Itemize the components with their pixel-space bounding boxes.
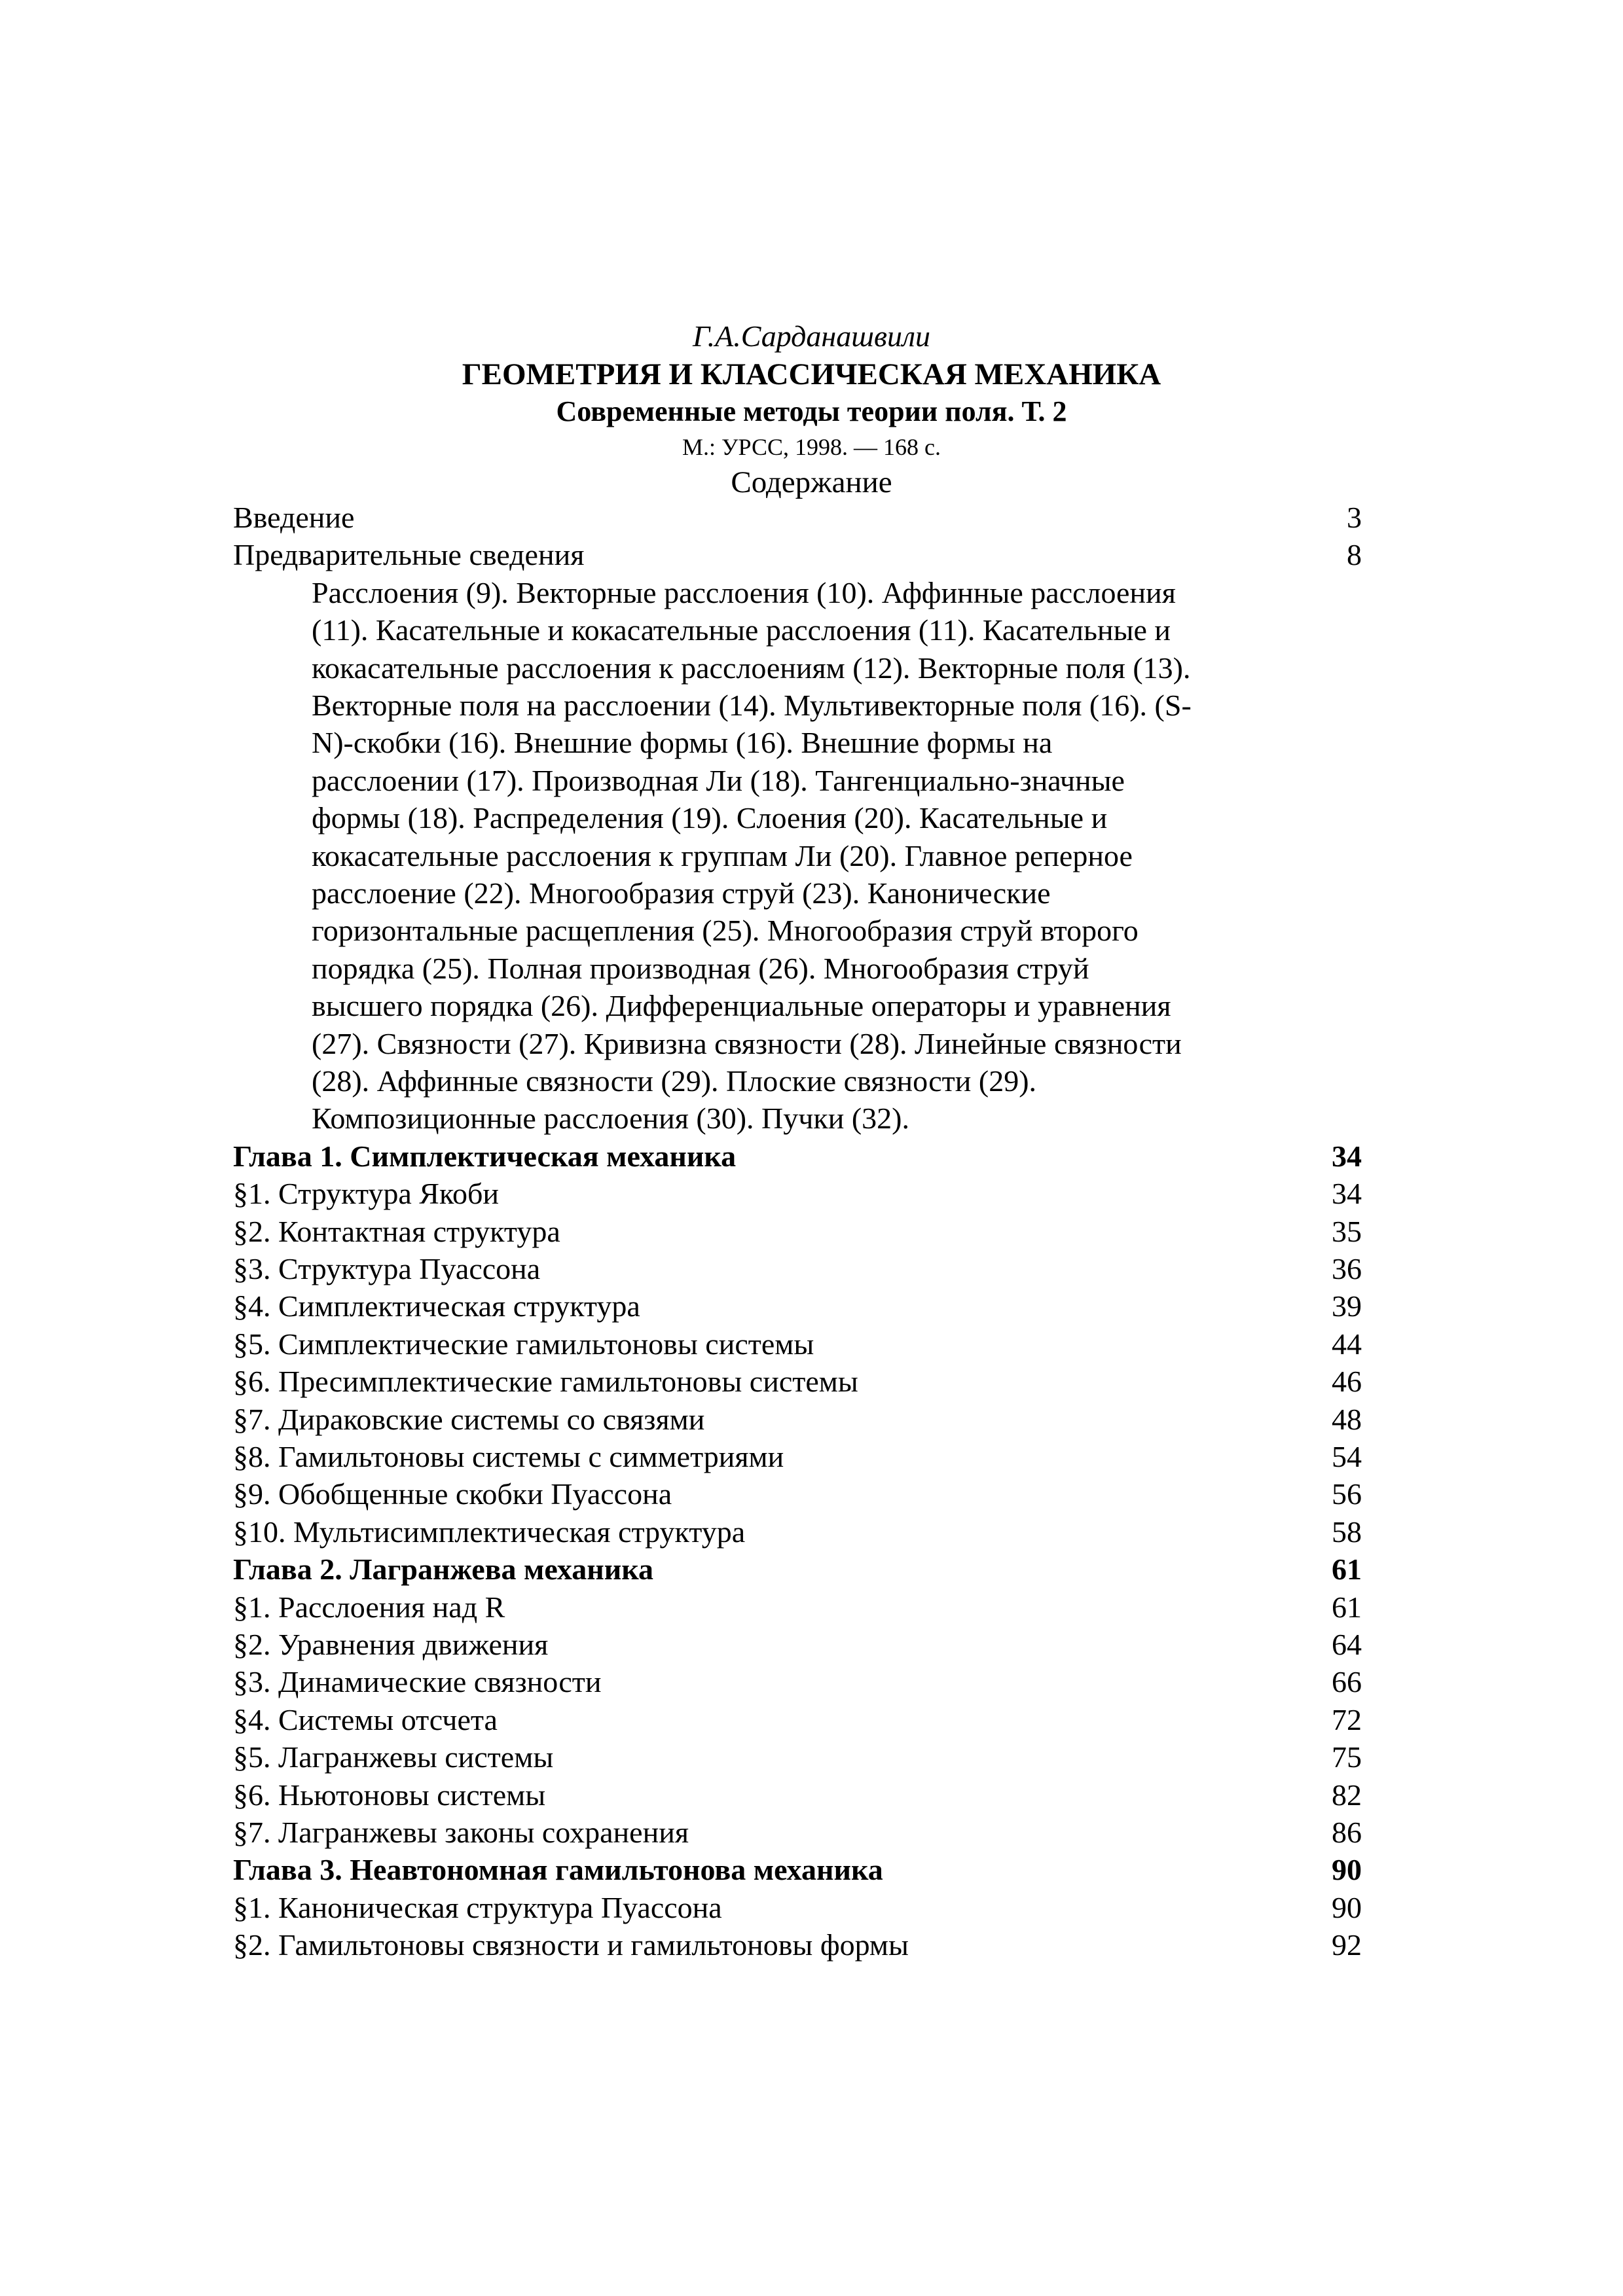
toc-entry	[233, 1325, 1362, 1363]
toc-page-number: 44	[1332, 1327, 1362, 1361]
toc-page-number: 36	[1332, 1252, 1362, 1286]
description-line: (28). Аффинные связности (29). Плоские связности (29).	[312, 1064, 1037, 1098]
toc-entry	[233, 1776, 1362, 1814]
toc-entry-title: §5. Лагранжевы системы	[233, 1740, 554, 1774]
toc-page-number: 54	[1332, 1440, 1362, 1473]
description-line: N)-скобки (16). Внешние формы (16). Внешние формы на	[312, 726, 1053, 760]
book-title: ГЕОМЕТРИЯ И КЛАССИЧЕСКАЯ МЕХАНИКА	[462, 357, 1161, 391]
toc-page-number: 61	[1332, 1590, 1362, 1624]
toc-entry-title: Введение	[233, 501, 355, 534]
toc-entry-title: §3. Структура Пуассона	[233, 1252, 541, 1286]
toc-entry	[233, 1438, 1362, 1475]
toc-entry-title: §2. Уравнения движения	[233, 1627, 549, 1661]
toc-page-number: 8	[1347, 538, 1362, 572]
toc-entry	[233, 499, 1362, 536]
toc-entry-title: Глава 1. Симплектическая механика	[233, 1139, 737, 1173]
toc-page-number: 48	[1332, 1402, 1362, 1436]
toc-entry	[233, 1363, 1362, 1400]
toc-page-number: 35	[1332, 1214, 1362, 1248]
description-line: кокасательные расслоения к группам Ли (20). Главное реперное	[312, 838, 1133, 872]
toc-page-number: 82	[1332, 1778, 1362, 1812]
toc-entry-title: Глава 3. Неавтономная гамильтонова механика	[233, 1853, 883, 1887]
description-line: Векторные поля на расслоении (14). Мультивекторные поля (16). (S-	[312, 689, 1192, 722]
description-line: (11). Касательные и кокасательные расслоения (11). Касательные и	[312, 613, 1171, 647]
toc-page-number: 66	[1332, 1665, 1362, 1699]
toc-entry-title: §1. Структура Якоби	[233, 1177, 500, 1211]
description-line: расслоение (22). Многообразия струй (23). Канонические	[312, 876, 1051, 910]
toc-entry	[233, 1889, 1362, 1926]
toc-entry	[233, 1475, 1362, 1513]
toc-entry	[233, 1250, 1362, 1287]
toc-entry-title: §10. Мультисимплектическая структура	[233, 1515, 746, 1549]
toc-entry-title: Предварительные сведения	[233, 538, 585, 572]
toc-chapter	[233, 1851, 1362, 1888]
description-line: (27). Связности (27). Кривизна связности (28). Линейные связности	[312, 1026, 1182, 1060]
toc-entry	[233, 1663, 1362, 1700]
toc-entry	[233, 1738, 1362, 1776]
toc-page-number: 34	[1332, 1139, 1362, 1173]
table-of-contents	[233, 499, 1362, 1964]
author-name: Г.А.Сарданашвили	[692, 319, 931, 353]
toc-page-number: 86	[1332, 1815, 1362, 1849]
toc-page-number: 72	[1332, 1702, 1362, 1736]
description-line: Композиционные расслоения (30). Пучки (32).	[312, 1102, 909, 1136]
toc-entry	[233, 1626, 1362, 1663]
toc-page-number: 61	[1332, 1552, 1362, 1587]
toc-page-number: 34	[1332, 1177, 1362, 1211]
section-description	[312, 574, 1287, 1138]
toc-entry-title: §3. Динамические связности	[233, 1665, 602, 1699]
toc-entry-title: §6. Пресимплектические гамильтоновы системы	[233, 1365, 858, 1399]
toc-entry-title: §2. Гамильтоновы связности и гамильтоновы формы	[233, 1928, 909, 1962]
description-line: расслоении (17). Производная Ли (18). Тангенциально-значные	[312, 763, 1125, 797]
toc-entry-title: §1. Каноническая структура Пуассона	[233, 1890, 722, 1924]
toc-entry-title: Глава 2. Лагранжева механика	[233, 1552, 654, 1587]
toc-entry	[233, 1513, 1362, 1551]
toc-chapter	[233, 1551, 1362, 1588]
toc-page-number: 46	[1332, 1365, 1362, 1399]
toc-entry	[233, 536, 1362, 573]
toc-page-number: 90	[1332, 1853, 1362, 1887]
toc-page-number: 39	[1332, 1289, 1362, 1323]
toc-page-number: 56	[1332, 1477, 1362, 1511]
toc-page-number: 58	[1332, 1515, 1362, 1549]
toc-entry	[233, 1701, 1362, 1738]
book-subtitle: Современные методы теории поля. Т. 2	[556, 395, 1067, 427]
description-line: Расслоения (9). Векторные расслоения (10). Аффинные расслоения	[312, 575, 1176, 609]
toc-page-number: 92	[1332, 1928, 1362, 1962]
toc-entry-title: §5. Симплектические гамильтоновы системы	[233, 1327, 814, 1361]
toc-entry-title: §4. Системы отсчета	[233, 1702, 498, 1736]
toc-entry-title: §1. Расслоения над R	[233, 1590, 505, 1624]
toc-entry	[233, 1588, 1362, 1626]
toc-entry	[233, 1213, 1362, 1250]
toc-chapter	[233, 1138, 1362, 1175]
contents-heading: Содержание	[731, 465, 892, 499]
description-line: высшего порядка (26). Дифференциальные операторы и уравнения	[312, 989, 1171, 1023]
toc-entry-title: §7. Дираковские системы со связями	[233, 1402, 705, 1436]
toc-entry	[233, 1287, 1362, 1325]
toc-entry-title: §8. Гамильтоновы системы с симметриями	[233, 1440, 784, 1473]
toc-entry	[233, 1175, 1362, 1212]
toc-entry-title: §4. Симплектическая структура	[233, 1289, 640, 1323]
toc-entry-title: §6. Ньютоновы системы	[233, 1778, 546, 1812]
description-line: кокасательные расслоения к расслоениям (12). Векторные поля (13).	[312, 651, 1191, 685]
toc-page-number: 3	[1347, 501, 1362, 534]
description-line: порядка (25). Полная производная (26). Многообразия струй	[312, 951, 1089, 985]
toc-entry-title: §7. Лагранжевы законы сохранения	[233, 1815, 689, 1849]
description-line: формы (18). Распределения (19). Слоения (20). Касательные и	[312, 801, 1108, 835]
toc-page-number: 90	[1332, 1890, 1362, 1924]
toc-entry	[233, 1926, 1362, 1964]
toc-page-number: 64	[1332, 1627, 1362, 1661]
toc-entry	[233, 1814, 1362, 1851]
toc-page-number: 75	[1332, 1740, 1362, 1774]
publication-info: М.: УРСС, 1998. — 168 с.	[682, 434, 941, 460]
toc-entry-title: §9. Обобщенные скобки Пуассона	[233, 1477, 672, 1511]
toc-entry-title: §2. Контактная структура	[233, 1214, 560, 1248]
description-line: горизонтальные расщепления (25). Многообразия струй второго	[312, 914, 1139, 948]
toc-entry	[233, 1401, 1362, 1438]
